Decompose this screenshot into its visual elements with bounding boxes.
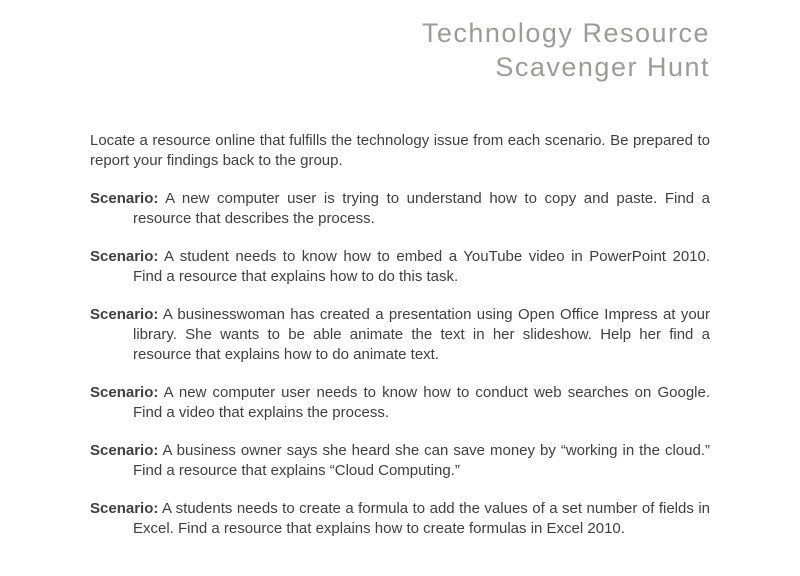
scenario-label: Scenario: [90, 306, 159, 323]
scenario-paragraph-5 [90, 441, 710, 481]
scenario-text: A student needs to know how to embed a YouTube video in PowerPoint 2010. Find a resource that explains how to do this task. [133, 248, 711, 285]
scenario-paragraph-1 [90, 189, 710, 229]
document-header [0, 0, 800, 84]
intro-paragraph: Locate a resource online that fulfills the technology issue from each scenario. Be prepared to report your findings back to the group. [90, 132, 710, 169]
scenario-label: Scenario: [90, 190, 159, 207]
scenario-text: A students needs to create a formula to add the values of a set number of fields in Excel. Find a resource that explains how to create formulas in Excel 2010. [133, 500, 711, 537]
scenario-label: Scenario: [90, 442, 159, 459]
scenario-label: Scenario: [90, 500, 159, 517]
scenario-label: Scenario: [90, 384, 159, 401]
scenario-paragraph-4 [90, 383, 710, 423]
scenario-text: A new computer user needs to know how to conduct web searches on Google. Find a video that explains the process. [133, 384, 710, 421]
scenario-text: A new computer user is trying to understand how to copy and paste. Find a resource that describes the process. [133, 190, 710, 227]
scenario-paragraph-2 [90, 247, 710, 287]
scenario-paragraph-3 [90, 305, 710, 365]
scenario-text: A businesswoman has created a presentation using Open Office Impress at your library. She wants to be able animate the text in her slideshow. Help her find a resource that explains how to do animate text. [133, 306, 710, 363]
document-title-line-2: Scavenger Hunt [495, 52, 710, 82]
scenario-label: Scenario: [90, 248, 159, 265]
document-body [90, 131, 710, 539]
scenario-paragraph-6 [90, 499, 710, 539]
scenario-text: A business owner says she heard she can save money by “working in the cloud.” Find a resource that explains “Cloud Computing.” [133, 442, 710, 479]
document-title-line-1: Technology Resource [421, 18, 710, 48]
